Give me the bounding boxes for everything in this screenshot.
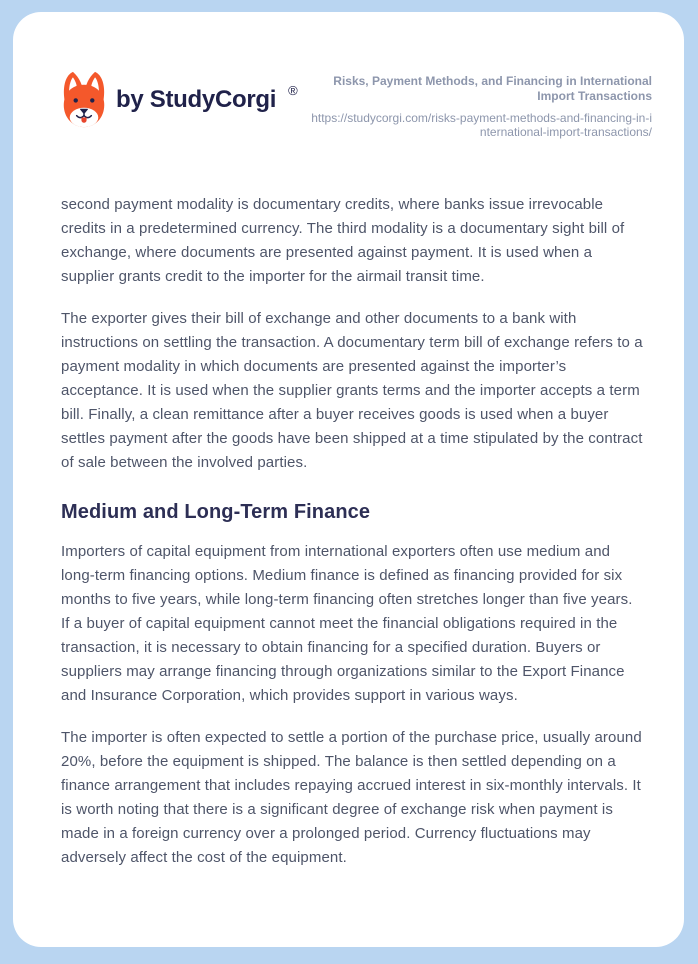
brand-text: by StudyCorgi (116, 85, 277, 113)
document-card (13, 12, 684, 947)
document-header (61, 68, 652, 139)
studycorgi-logo (61, 68, 298, 129)
corgi-logo-icon (61, 70, 107, 129)
article-paragraph: The exporter gives their bill of exchange and other documents to a bank with instructions on settling the transaction. A documentary term bill of exchange refers to a payment modality in which documents are presented against the importer’s acceptance. It is used when the supplier grants terms and the importer accepts a term bill. Finally, a clean remittance after a buyer receives goods is used when a buyer settles payment after the goods have been shipped at a time stipulated by the contract of sale between the involved parties. (61, 310, 643, 471)
document-url-link[interactable]: https://studycorgi.com/risks-payment-methods-and-financing-in-international-import-transactions/ (311, 111, 652, 139)
document-meta (310, 68, 652, 139)
article-paragraph: The importer is often expected to settle a portion of the purchase price, usually around 20%, before the equipment is shipped. The balance is then settled depending on a finance arrangement that includes repaying accrued interest in six-monthly intervals. It is worth noting that there is a significant degree of exchange risk when payment is made in a foreign currency over a prolonged period. Currency fluctuations may adversely affect the cost of the equipment. (61, 729, 642, 866)
section-heading: Medium and Long-Term Finance (61, 501, 371, 523)
article-body (61, 193, 644, 870)
registered-trademark-symbol: ® (288, 83, 298, 98)
article-paragraph: second payment modality is documentary credits, where banks issue irrevocable credits in a predetermined currency. The third modality is a documentary sight bill of exchange, where documents are presented against payment. It is used when a supplier grants credit to the importer for the airmail transit time. (61, 196, 625, 285)
article-paragraph: Importers of capital equipment from international exporters often use medium and long-term financing options. Medium finance is defined as financing provided for six months to five years, while long-term financing often stretches longer than five years. If a buyer of capital equipment cannot meet the financial obligations required in the transaction, it is necessary to obtain financing for a specified duration. Buyers or suppliers may arrange financing through organizations similar to the Export Finance and Insurance Corporation, which provides support in various ways. (61, 543, 633, 704)
document-title: Risks, Payment Methods, and Financing in International Import Transactions (333, 74, 652, 103)
